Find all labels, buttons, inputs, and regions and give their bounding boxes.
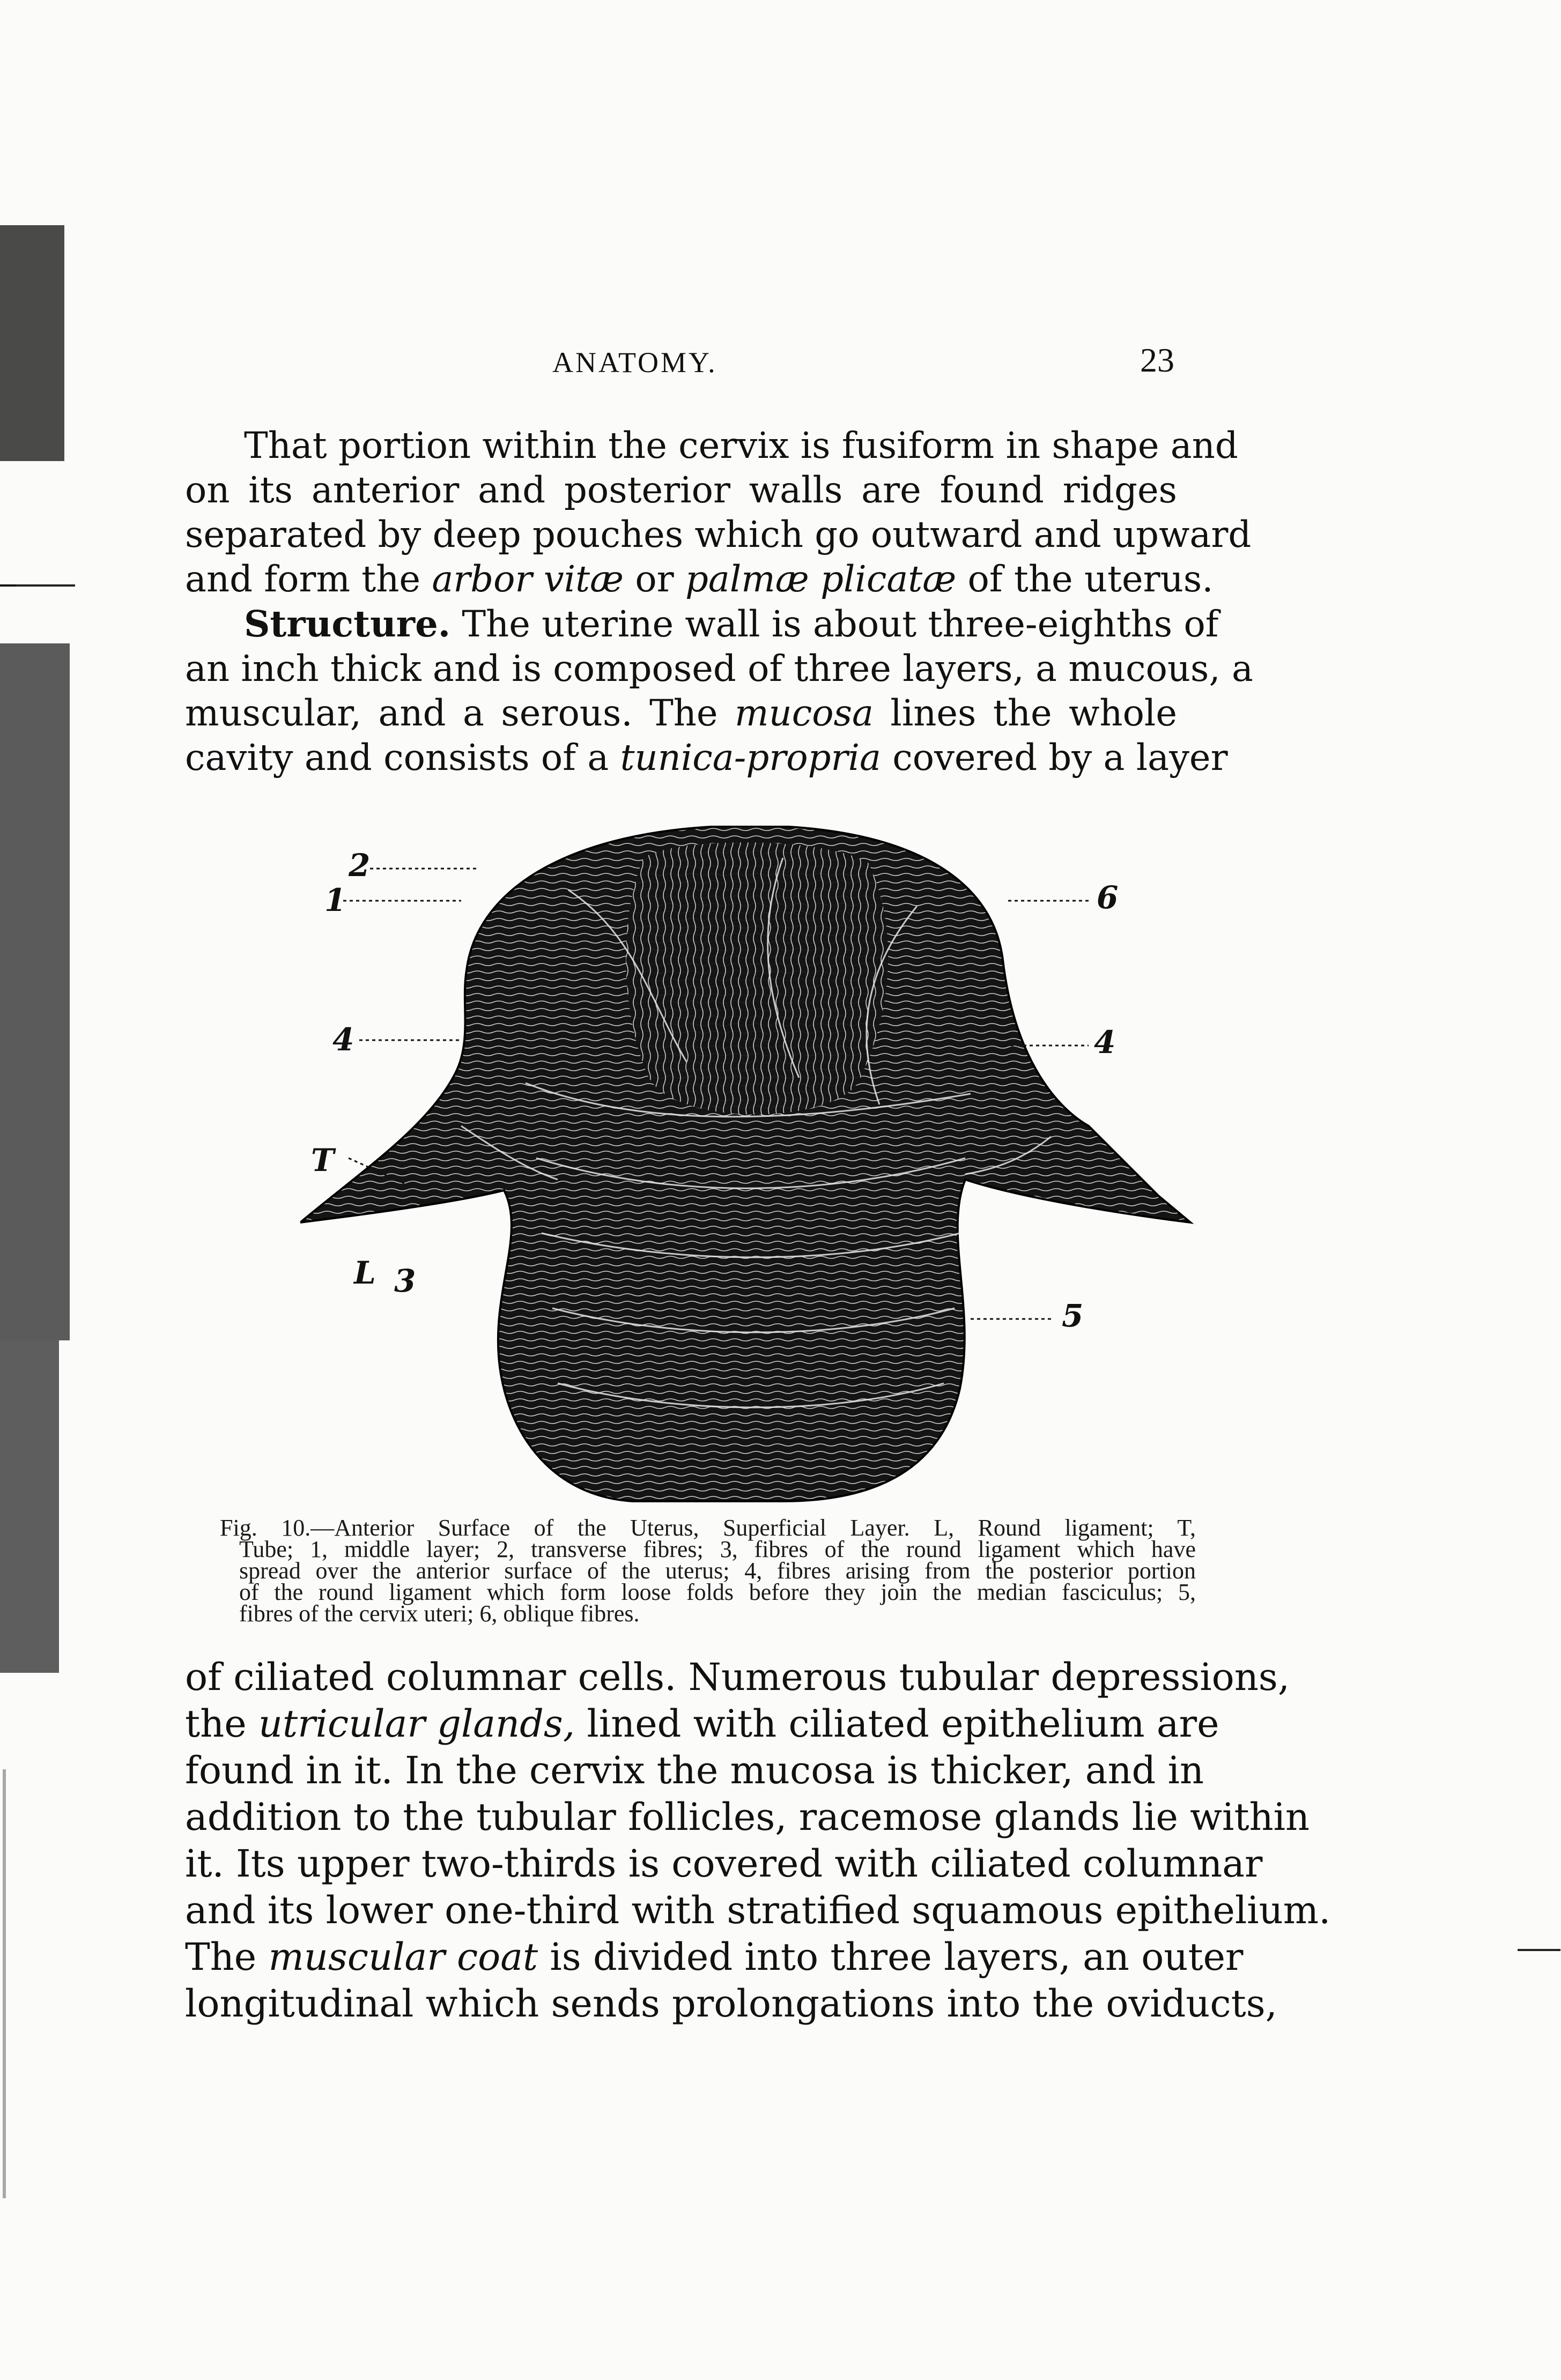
term-tunica-propria: tunica-propria <box>620 737 881 778</box>
text-run: the <box>185 1702 258 1746</box>
text-run: and form the <box>185 558 432 600</box>
text-run: cavity and consists of a <box>185 737 620 778</box>
caption-line: Tube; 1, middle layer; 2, transverse fibres; 3, fibres of the round ligament which have <box>239 1536 1196 1562</box>
figure-label-1: 1 <box>324 882 346 918</box>
text-line: an inch thick and is composed of three layers, a mucous, a <box>185 648 1253 689</box>
figure-caption <box>220 1517 1196 1625</box>
text-line: addition to the tubular follicles, racemose glands lie within <box>185 1795 1310 1839</box>
caption-line: of the round ligament which form loose folds before they join the median fasciculus; 5, <box>239 1579 1196 1605</box>
text-line: of ciliated columnar cells. Numerous tubular depressions, <box>185 1655 1290 1699</box>
term-mucosa: mucosa <box>735 692 874 734</box>
text-line: and its lower one-third with stratified squamous epithelium. <box>185 1888 1331 1932</box>
uterus-figure <box>300 826 1212 1507</box>
figure-label-L: L <box>354 1255 376 1291</box>
figure-label-T: T <box>311 1142 335 1178</box>
text-line: longitudinal which sends prolongations into the oviducts, <box>185 1982 1277 2026</box>
text-line: That portion within the cervix is fusiform in shape and <box>244 425 1238 466</box>
median-fasciculus <box>626 842 888 1115</box>
caption-line: Fig. 10.—Anterior Surface of the Uterus, Superficial Layer. L, Round ligament; T, <box>220 1515 1196 1541</box>
page-number: 23 <box>1140 341 1174 379</box>
text-line: found in it. In the cervix the mucosa is thicker, and in <box>185 1748 1204 1792</box>
figure-label-4-left: 4 <box>332 1021 354 1058</box>
section-heading-structure: Structure. <box>244 603 451 645</box>
caption-line: fibres of the cervix uteri; 6, oblique fibres. <box>239 1600 640 1627</box>
text-run: muscular, and a serous. The <box>185 692 735 734</box>
term-utricular-glands: utricular glands, <box>258 1702 575 1746</box>
text-line: separated by deep pouches which go outward and upward <box>185 514 1252 555</box>
term-palmae-plicatae: palmæ plicatæ <box>685 558 957 600</box>
text-run: or <box>624 558 685 600</box>
margin-rule-left <box>16 584 75 587</box>
text-run: lined with ciliated epithelium are <box>575 1702 1219 1746</box>
figure-label-6: 6 <box>1097 879 1119 916</box>
text-run: covered by a layer <box>881 737 1228 778</box>
paragraph-bottom <box>185 1654 1331 2027</box>
running-head <box>182 341 1174 394</box>
running-title: ANATOMY. <box>552 346 717 379</box>
uterus-illustration <box>300 826 1212 1507</box>
paragraph-top <box>185 424 1253 780</box>
figure-label-3: 3 <box>394 1263 416 1299</box>
scan-edge-artifact <box>0 0 86 2380</box>
term-arbor-vitae: arbor vitæ <box>432 558 624 600</box>
text-run: lines the whole <box>873 692 1177 734</box>
text-line: on its anterior and posterior walls are found ridges <box>185 469 1177 511</box>
text-line <box>185 1701 1219 1747</box>
text-run: The uterine wall is about three-eighths of <box>450 603 1219 645</box>
text-line <box>185 736 1228 780</box>
figure-label-4-right: 4 <box>1094 1024 1116 1061</box>
text-line <box>185 557 1214 602</box>
text-run: of the uterus. <box>956 558 1214 600</box>
margin-rule-right <box>1518 1949 1560 1951</box>
text-line: it. Its upper two-thirds is covered with ciliated columnar <box>185 1842 1263 1886</box>
term-muscular-coat: muscular coat <box>268 1935 538 1979</box>
text-line <box>185 1934 1244 1981</box>
text-line <box>185 602 1219 647</box>
figure-label-5: 5 <box>1062 1297 1084 1334</box>
text-run: is divided into three layers, an outer <box>538 1935 1244 1979</box>
text-line <box>185 691 1177 736</box>
text-run: The <box>185 1935 269 1979</box>
figure-label-2: 2 <box>349 847 371 884</box>
caption-line: spread over the anterior surface of the uterus; 4, fibres arising from the posterior portion <box>239 1558 1196 1584</box>
